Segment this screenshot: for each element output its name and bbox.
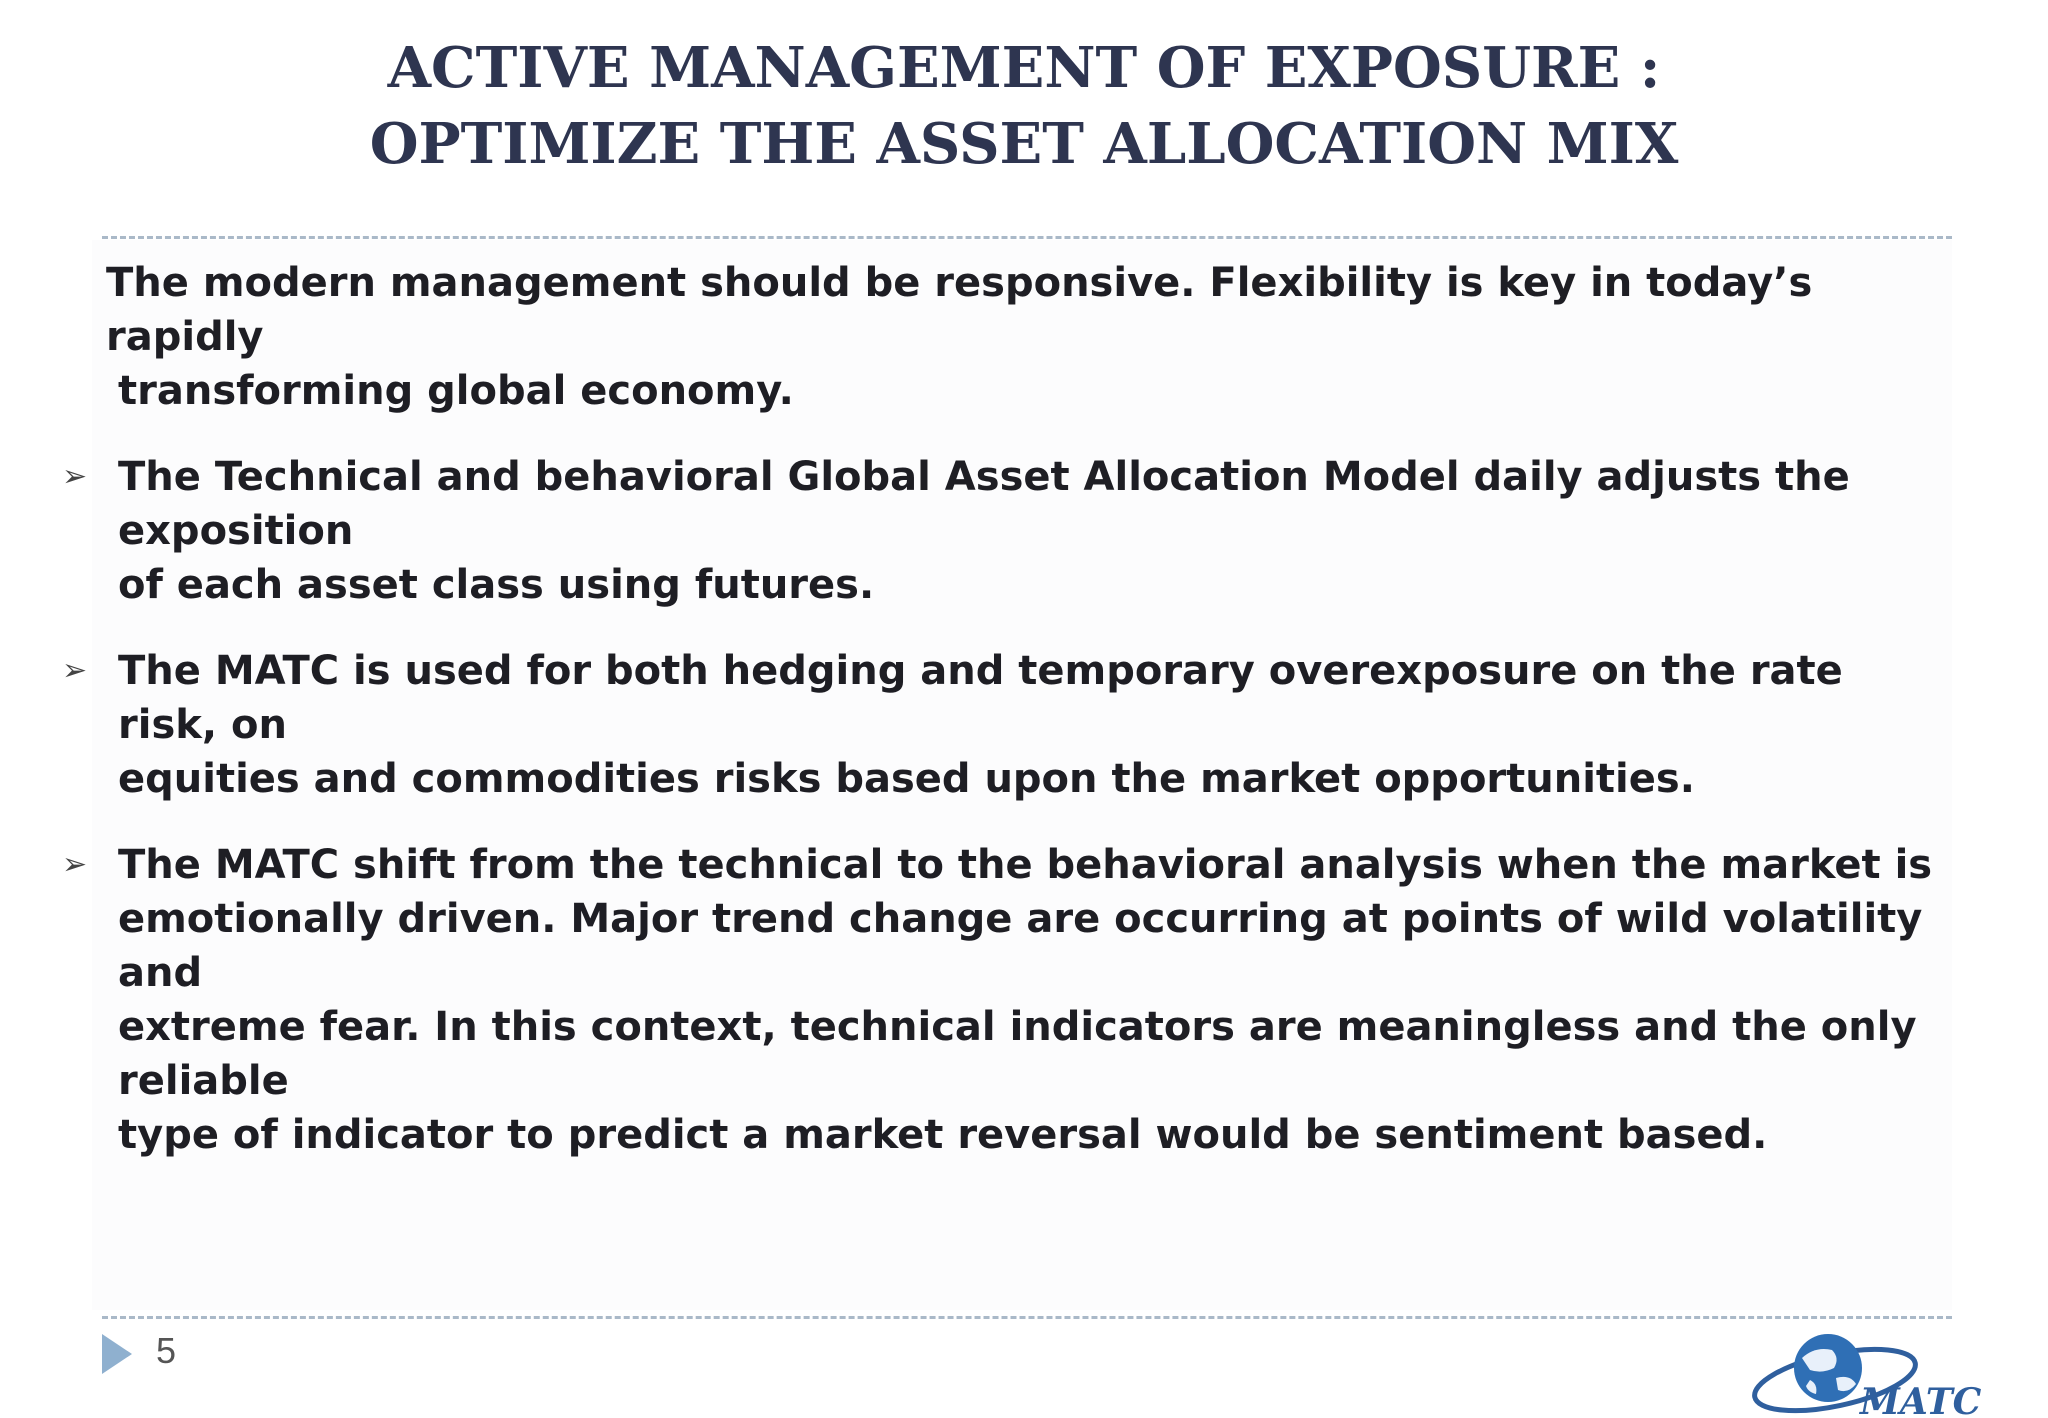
bottom-divider — [102, 1316, 1952, 1319]
bullet-1-line-2: of each asset class using futures. — [118, 562, 875, 608]
intro-line-2: transforming global economy. — [118, 368, 794, 414]
logo-text: MATC — [1860, 1381, 1982, 1418]
arrow-bullet-icon: ➢ — [62, 459, 88, 494]
title-line-2: OPTIMIZE THE ASSET ALLOCATION MIX — [369, 111, 1679, 177]
title-line-1: ACTIVE MANAGEMENT OF EXPOSURE : — [387, 35, 1661, 101]
bullet-item-2 — [62, 644, 1942, 806]
arrow-bullet-icon: ➢ — [62, 653, 88, 688]
triangle-right-icon — [102, 1334, 132, 1374]
page-number: 5 — [156, 1330, 177, 1371]
globe-logo-icon — [1740, 1328, 1982, 1418]
bullet-1-line-1: The Technical and behavioral Global Asset Allocation Model daily adjusts the exposition — [118, 454, 1850, 554]
bullet-item-3 — [62, 838, 1942, 1162]
bullet-2-line-2: equities and commodities risks based upon the market opportunities. — [118, 756, 1695, 802]
intro-paragraph — [106, 256, 1906, 418]
intro-line-1: The modern management should be responsive. Flexibility is key in today’s rapidly — [106, 260, 1813, 360]
arrow-bullet-icon: ➢ — [62, 847, 88, 882]
bullet-item-1 — [62, 450, 1942, 612]
bullet-3-line-2: emotionally driven. Major trend change are occurring at points of wild volatility and — [118, 896, 1923, 996]
bullet-2-line-1: The MATC is used for both hedging and temporary overexposure on the rate risk, on — [118, 648, 1843, 748]
bullet-text-2 — [118, 644, 1942, 806]
bullet-3-line-4: type of indicator to predict a market reversal would be sentiment based. — [118, 1112, 1768, 1158]
bullet-3-line-1: The MATC shift from the technical to the behavioral analysis when the market is — [118, 842, 1933, 888]
bullet-text-1 — [118, 450, 1942, 612]
slide-title — [0, 30, 2048, 182]
bullet-3-line-3: extreme fear. In this context, technical indicators are meaningless and the only reliable — [118, 1004, 1917, 1104]
bullet-text-3 — [118, 838, 1942, 1162]
top-divider — [102, 236, 1952, 239]
